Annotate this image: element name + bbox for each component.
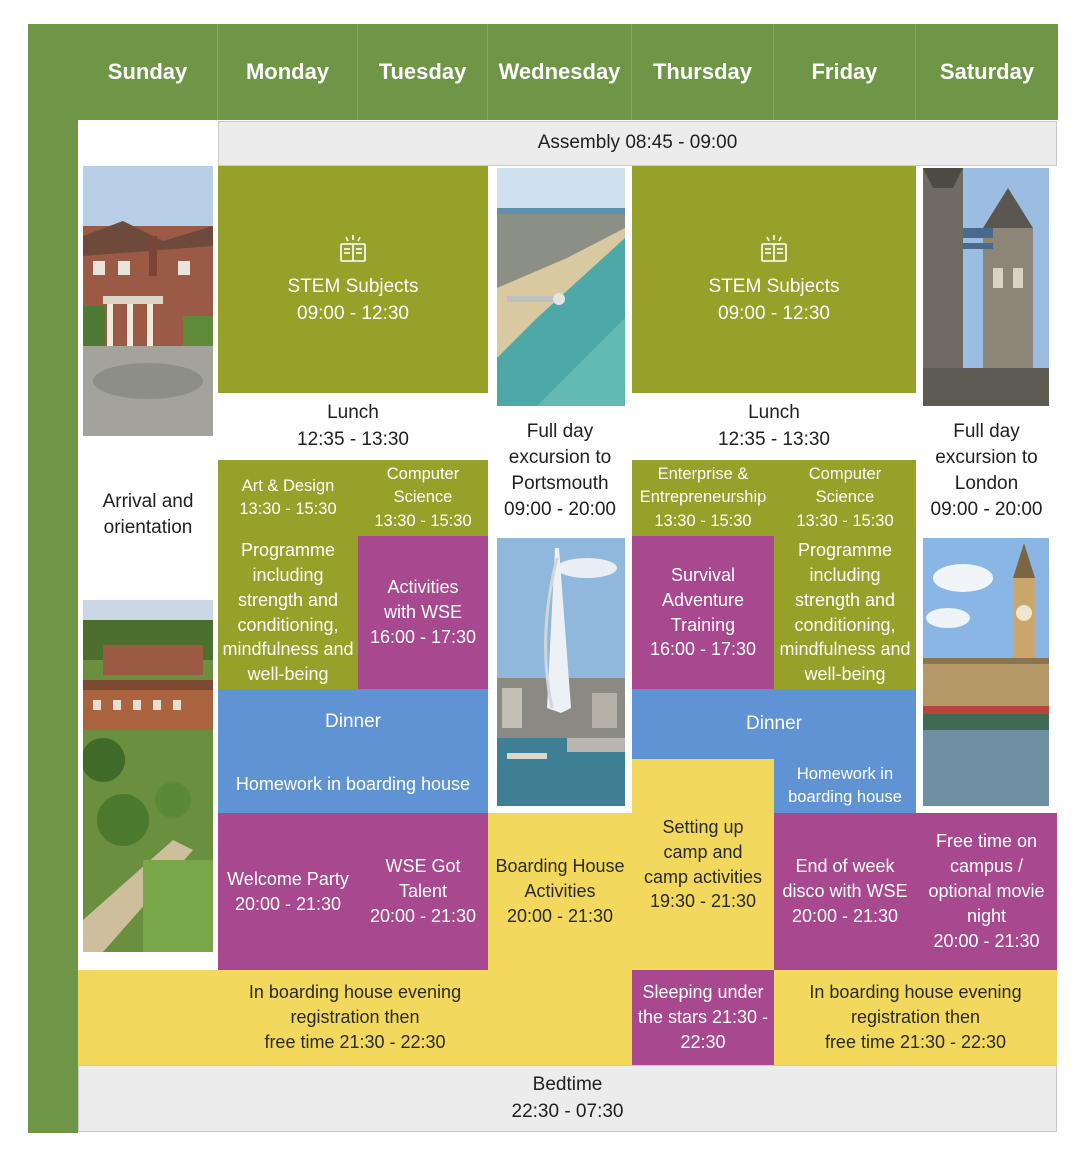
header-tuesday: Tuesday	[358, 24, 488, 120]
homework-mon-tue: Homework in boarding house	[218, 756, 488, 813]
assembly-row: Assembly 08:45 - 09:00	[218, 121, 1057, 166]
survival-training-thursday: Survival Adventure Training 16:00 - 17:30	[632, 536, 774, 689]
header-sunday: Sunday	[78, 24, 218, 120]
dinner-mon-tue: Dinner	[218, 689, 488, 756]
big-ben-photo	[923, 538, 1049, 806]
header-friday: Friday	[774, 24, 916, 120]
enterprise-thursday: Enterprise & Entrepreneurship 13:30 - 15:30	[632, 460, 774, 536]
header-thursday: Thursday	[632, 24, 774, 120]
stem-subjects-thu-fri	[632, 166, 916, 393]
lunch-thu-fri: Lunch 12:35 - 13:30	[632, 393, 916, 460]
portsmouth-excursion: Full day excursion to Portsmouth 09:00 - 20:00	[488, 406, 632, 536]
evening-registration-right: In boarding house evening registration then free time 21:30 - 22:30	[774, 970, 1057, 1065]
book-icon	[757, 232, 791, 266]
bedtime-row: Bedtime 22:30 - 07:30	[78, 1065, 1057, 1132]
computer-science-tuesday: Computer Science 13:30 - 15:30	[358, 460, 488, 536]
boarding-house-activities-wednesday: Boarding House Activities 20:00 - 21:30	[488, 813, 632, 970]
london-excursion: Full day excursion to London 09:00 - 20:00	[916, 406, 1057, 536]
activities-tuesday: Activities with WSE 16:00 - 17:30	[358, 536, 488, 689]
header-monday: Monday	[218, 24, 358, 120]
sunday-arrival: Arrival and orientation	[78, 440, 218, 590]
sleeping-under-stars-thursday: Sleeping under the stars 21:30 - 22:30	[632, 970, 774, 1065]
tower-bridge-photo	[923, 168, 1049, 406]
stem-label-thu-fri: STEM Subjects 09:00 - 12:30	[708, 276, 840, 324]
programme-friday: Programme including strength and conditioning, mindfulness and well-being	[774, 536, 916, 689]
art-design-monday: Art & Design 13:30 - 15:30	[218, 460, 358, 536]
homework-friday: Homework in boarding house	[774, 759, 916, 813]
stem-label-mon-tue: STEM Subjects 09:00 - 12:30	[287, 276, 419, 324]
manor-house-photo	[83, 166, 213, 436]
header-saturday: Saturday	[916, 24, 1058, 120]
spinnaker-tower-photo	[497, 538, 625, 806]
portsmouth-beach-photo	[497, 168, 625, 406]
free-time-saturday: Free time on campus / optional movie night 20:00 - 21:30	[916, 813, 1057, 970]
disco-friday: End of week disco with WSE 20:00 - 21:30	[774, 813, 916, 970]
camp-activities-thursday: Setting up camp and camp activities 19:30 - 21:30	[632, 759, 774, 970]
left-sidebar-strip	[28, 24, 78, 1133]
dinner-thu-fri: Dinner	[632, 689, 916, 759]
welcome-party-monday: Welcome Party 20:00 - 21:30	[218, 813, 358, 970]
stem-subjects-mon-tue	[218, 166, 488, 393]
lunch-mon-tue: Lunch 12:35 - 13:30	[218, 393, 488, 460]
wse-got-talent-tuesday: WSE Got Talent 20:00 - 21:30	[358, 813, 488, 970]
header-wednesday: Wednesday	[488, 24, 632, 120]
computer-science-friday: Computer Science 13:30 - 15:30	[774, 460, 916, 536]
book-icon	[336, 232, 370, 266]
evening-registration-left: In boarding house evening registration then free time 21:30 - 22:30	[78, 970, 632, 1065]
campus-aerial-photo	[83, 600, 213, 952]
programme-monday: Programme including strength and conditioning, mindfulness and well-being	[218, 536, 358, 689]
